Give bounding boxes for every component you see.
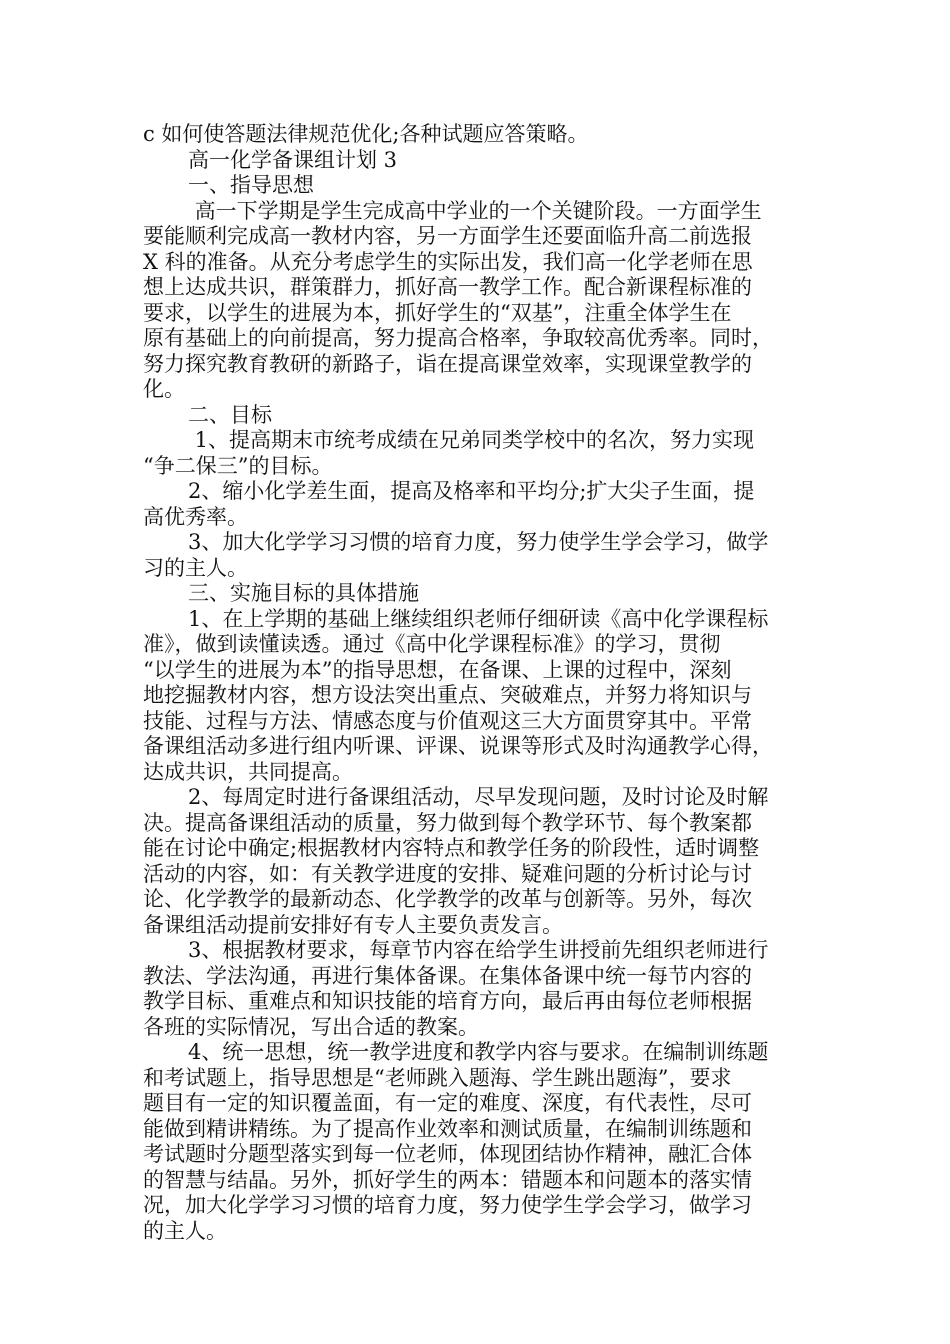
text-line: 备课组活动多进行组内听课、评课、说课等形式及时沟通教学心得， (143, 734, 773, 758)
text-line: 化。 (143, 377, 185, 401)
text-line: 备课组活动提前安排好有专人主要负责发言。 (143, 912, 563, 937)
text-line: 努力探究教育教研的新路子，诣在提高课堂效率，实现课堂教学的 (143, 351, 752, 376)
text-line: 的智慧与结晶。另外，抓好学生的两本：错题本和问题本的落实情 (143, 1167, 752, 1192)
text-line: “以学生的进展为本”的指导思想，在备课、上课的过程中，深刻 (143, 657, 732, 682)
text-line: 要求，以学生的进展为本，抓好学生的“双基”，注重全体学生在 (143, 300, 732, 325)
text-line: c 如何使答题法律规范优化;各种试题应答策略。 (143, 122, 589, 146)
text-line: 和考试题上，指导思想是“老师跳入题海、学生跳出题海”，要求 (143, 1065, 732, 1090)
text-line: 考试题时分题型落实到每一位老师，体现团结协作精神，融汇合体 (143, 1142, 752, 1166)
text-line: 原有基础上的向前提高，努力提高合格率，争取较高优秀率。同时， (143, 326, 773, 350)
text-line: 教法、学法沟通，再进行集体备课。在集体备课中统一每节内容的 (143, 963, 752, 988)
text-line: 况，加大化学学习习惯的培育力度，努力使学生学会学习，做学习 (143, 1193, 752, 1217)
text-line: 达成共识，共同提高。 (143, 759, 353, 784)
text-line: 能在讨论中确定;根据教材内容特点和教学任务的阶段性，适时调整 (143, 836, 760, 860)
text-line: X 科的准备。从充分考虑学生的实际出发，我们高一化学老师在思 (143, 249, 753, 274)
text-line: 论、化学教学的最新动态、化学教学的改革与创新等。另外，每次 (143, 887, 752, 911)
text-line: 3、根据教材要求，每章节内容在给学生讲授前先组织老师进行 (188, 938, 769, 962)
document-body (143, 122, 815, 1244)
text-line: 地挖掘教材内容，想方设法突出重点、突破难点，并努力将知识与 (143, 683, 752, 707)
text-line: 高一下学期是学生完成高中学业的一个关键阶段。一方面学生 (188, 198, 762, 223)
text-line: 要能顺利完成高一教材内容，另一方面学生还要面临升高二前选报 (143, 224, 752, 248)
text-line: 1、提高期末市统考成绩在兄弟同类学校中的名次，努力实现 (188, 428, 755, 452)
text-line: 准》，做到读懂读透。通过《高中化学课程标准》的学习，贯彻 (143, 632, 721, 656)
text-line: 技能、过程与方法、情感态度与价值观这三大方面贯穿其中。平常 (143, 708, 752, 733)
text-line: 高一化学备课组计划 3 (188, 147, 398, 172)
text-line: 二、目标 (188, 402, 272, 427)
text-line: 2、缩小化学差生面，提高及格率和平均分;扩大尖子生面，提 (188, 479, 755, 503)
text-line: 教学目标、重难点和知识技能的培育方向，最后再由每位老师根据 (143, 989, 752, 1013)
text-line: 一、指导思想 (188, 173, 314, 197)
text-line: 2、每周定时进行备课组活动，尽早发现问题，及时讨论及时解 (188, 785, 769, 809)
text-line: 3、加大化学学习习惯的培育力度，努力使学生学会学习，做学 (188, 530, 769, 554)
text-line: 习的主人。 (143, 555, 248, 580)
text-line: 三、实施目标的具体措施 (188, 581, 419, 605)
text-line: 的主人。 (143, 1218, 227, 1243)
text-line: 活动的内容，如：有关教学进度的安排、疑难问题的分析讨论与讨 (143, 861, 752, 886)
text-line: 题目有一定的知识覆盖面，有一定的难度、深度，有代表性，尽可 (143, 1091, 752, 1115)
text-line: 各班的实际情况，写出合适的教案。 (143, 1014, 479, 1039)
text-line: 4、统一思想，统一教学进度和教学内容与要求。在编制训练题 (188, 1040, 769, 1064)
text-line: 能做到精讲精练。为了提高作业效率和测试质量，在编制训练题和 (143, 1116, 752, 1141)
text-line: “争二保三”的目标。 (143, 453, 333, 478)
text-line: 决。提高备课组活动的质量，努力做到每个教学环节、每个教案都 (143, 810, 752, 835)
text-line: 高优秀率。 (143, 504, 248, 529)
text-line: 想上达成共识，群策群力，抓好高一教学工作。配合新课程标准的 (143, 275, 752, 299)
text-line: 1、在上学期的基础上继续组织老师仔细研读《高中化学课程标 (188, 606, 769, 631)
